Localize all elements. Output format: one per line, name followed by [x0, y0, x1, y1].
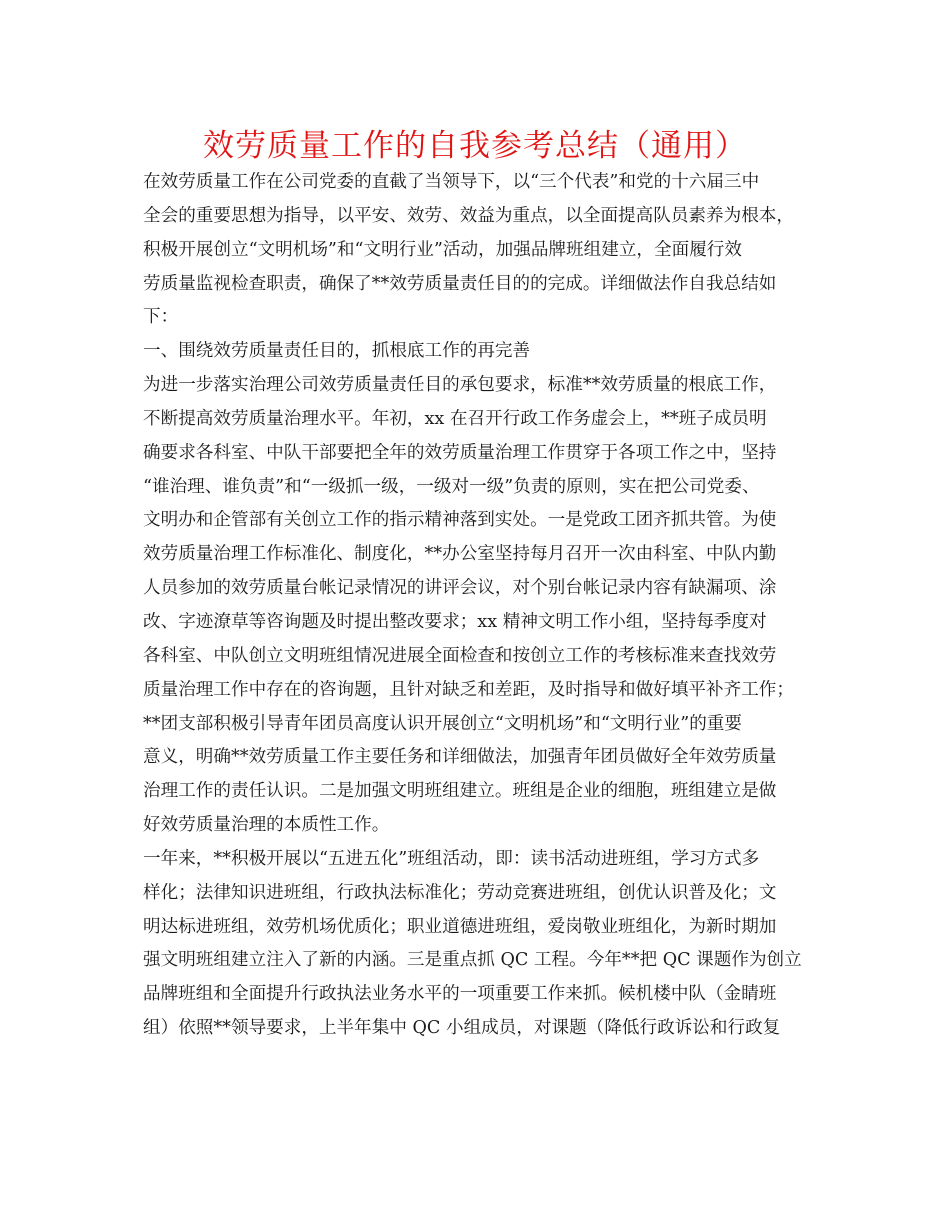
body-line: 在效劳质量工作在公司党委的直截了当领导下，以“三个代表”和党的十六届三中	[143, 172, 760, 192]
body-line: 组）依照**领导要求，上半年集中 QC 小组成员，对课题（降低行政诉讼和行政复	[143, 1018, 781, 1039]
body-line: 强文明班组建立注入了新的内涵。三是重点抓 QC 工程。今年**把 QC 课题作为创立	[143, 950, 802, 971]
body-line: 治理工作的责任认识。二是加强文明班组建立。班组是企业的细胞，班组建立是做	[143, 781, 777, 802]
body-line: 全会的重要思想为指导，以平安、效劳、效益为重点，以全面提高队员素养为根本，	[143, 205, 794, 226]
body-line: “谁治理、谁负责”和“一级抓一级，一级对一级”负责的原则，实在把公司党委、	[143, 476, 760, 497]
body-line: 品牌班组和全面提升行政执法业务水平的一项重要工作来抓。候机楼中队（金睛班	[143, 984, 777, 1005]
document-title: 效劳质量工作的自我参考总结（通用）	[203, 128, 747, 164]
body-line: 质量治理工作中存在的咨询题，且针对缺乏和差距，及时指导和做好填平补齐工作；	[143, 679, 794, 700]
body-line: 改、字迹潦草等咨询题及时提出整改要求；xx 精神文明工作小组，坚持每季度对	[143, 611, 767, 632]
body-line: 各科室、中队创立文明班组情况进展全面检查和按创立工作的考核标准来查找效劳	[143, 645, 777, 666]
body-line: 样化；法律知识进班组，行政执法标准化；劳动竞赛进班组，创优认识普及化；文	[143, 882, 777, 903]
body-line: 明达标进班组，效劳机场优质化；职业道德进班组，爱岗敬业班组化，为新时期加	[143, 916, 777, 937]
body-line: 意义，明确**效劳质量工作主要任务和详细做法，加强青年团员做好全年效劳质量	[143, 747, 777, 768]
body-line: 确要求各科室、中队干部要把全年的效劳质量治理工作贯穿于各项工作之中，坚持	[143, 442, 777, 463]
body-line: 效劳质量治理工作标准化、制度化，**办公室坚持每月召开一次由科室、中队内勤	[143, 544, 777, 565]
body-line: 人员参加的效劳质量台帐记录情况的讲评会议，对个别台帐记录内容有缺漏项、涂	[143, 578, 777, 599]
body-line: 一年来，**积极开展以“五进五化”班组活动，即：读书活动进班组，学习方式多	[143, 848, 760, 869]
document-body	[143, 166, 823, 1046]
body-line: 文明办和企管部有关创立工作的指示精神落到实处。一是党政工团齐抓共管。为使	[143, 510, 777, 531]
body-line: 不断提高效劳质量治理水平。年初，xx 在召开行政工作务虚会上，**班子成员明	[143, 408, 767, 429]
body-line: 好效劳质量治理的本质性工作。	[143, 815, 390, 836]
body-line: 下：	[143, 307, 179, 328]
section-heading: 一、围绕效劳质量责任目的，抓根底工作的再完善	[143, 341, 531, 362]
body-line: **团支部积极引导青年团员高度认识开展创立“文明机场”和“文明行业”的重要	[143, 713, 742, 734]
body-line: 劳质量监视检查职责，确保了**效劳质量责任目的的完成。详细做法作自我总结如	[143, 273, 777, 294]
body-line: 积极开展创立“文明机场”和“文明行业”活动，加强品牌班组建立，全面履行效	[143, 239, 742, 260]
body-line: 为进一步落实治理公司效劳质量责任目的承包要求，标准**效劳质量的根底工作，	[143, 375, 777, 396]
